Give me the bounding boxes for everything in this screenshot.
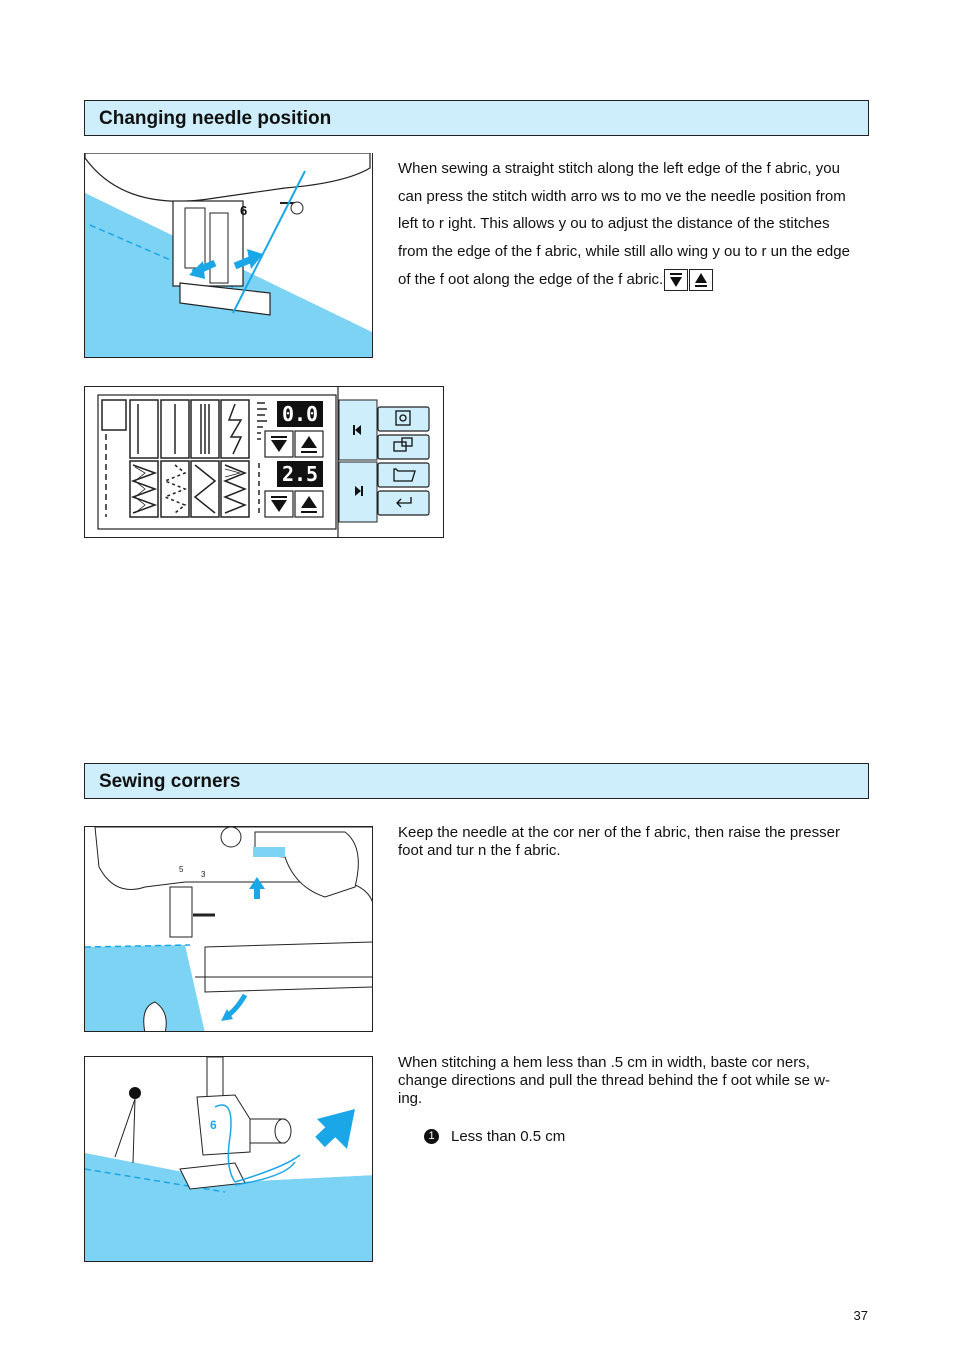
paragraph-line [398,266,870,294]
section-header-needle-position [84,100,869,136]
svg-text:5: 5 [179,865,184,874]
paragraph-line: left to r ight. This allows y ou to adjust the distance of the stitches [398,215,830,233]
section-title: Sewing corners [99,771,241,792]
hem-stitching-illustration [84,1056,373,1262]
paragraph-line: can press the stitch width arro ws to mo ve the needle position from [398,187,846,205]
paragraph-line-text: of the f oot along the edge of the f abric. [398,270,664,288]
needle-position-paragraph [398,155,870,294]
arrow-down-icon [664,269,688,291]
section-header-sewing-corners [84,763,869,799]
lcd-panel-illustration [84,386,444,538]
width-value-display: 0.0 [281,402,319,426]
page-number: 37 [853,1308,868,1323]
length-value-display: 2.5 [281,462,319,486]
legend-number-badge: 1 [424,1129,439,1144]
corner-turning-illustration [84,826,373,1032]
figure-label: 6 [210,1118,217,1132]
corner-paragraph-1 [398,824,870,860]
paragraph-line: When stitching a hem less than .5 cm in width, baste cor ners, [398,1054,810,1071]
figure-label: 6 [240,203,248,218]
needle-position-illustration [84,153,373,358]
legend-item [424,1128,565,1145]
section-title: Changing needle position [99,108,332,129]
svg-text:3: 3 [201,870,206,879]
legend-text: Less than 0.5 cm [451,1128,566,1145]
paragraph-line: ing. [398,1090,423,1107]
arrow-up-icon [689,269,713,291]
paragraph-line: foot and tur n the f abric. [398,842,561,859]
paragraph-line: When sewing a straight stitch along the left edge of the f abric, you [398,160,840,177]
corner-paragraph-2 [398,1054,870,1108]
paragraph-line: Keep the needle at the cor ner of the f abric, then raise the presser [398,824,840,841]
paragraph-line: change directions and pull the thread behind the f oot while se w- [398,1072,830,1089]
paragraph-line: from the edge of the f abric, while still allo wing y ou to r un the edge [398,243,850,261]
